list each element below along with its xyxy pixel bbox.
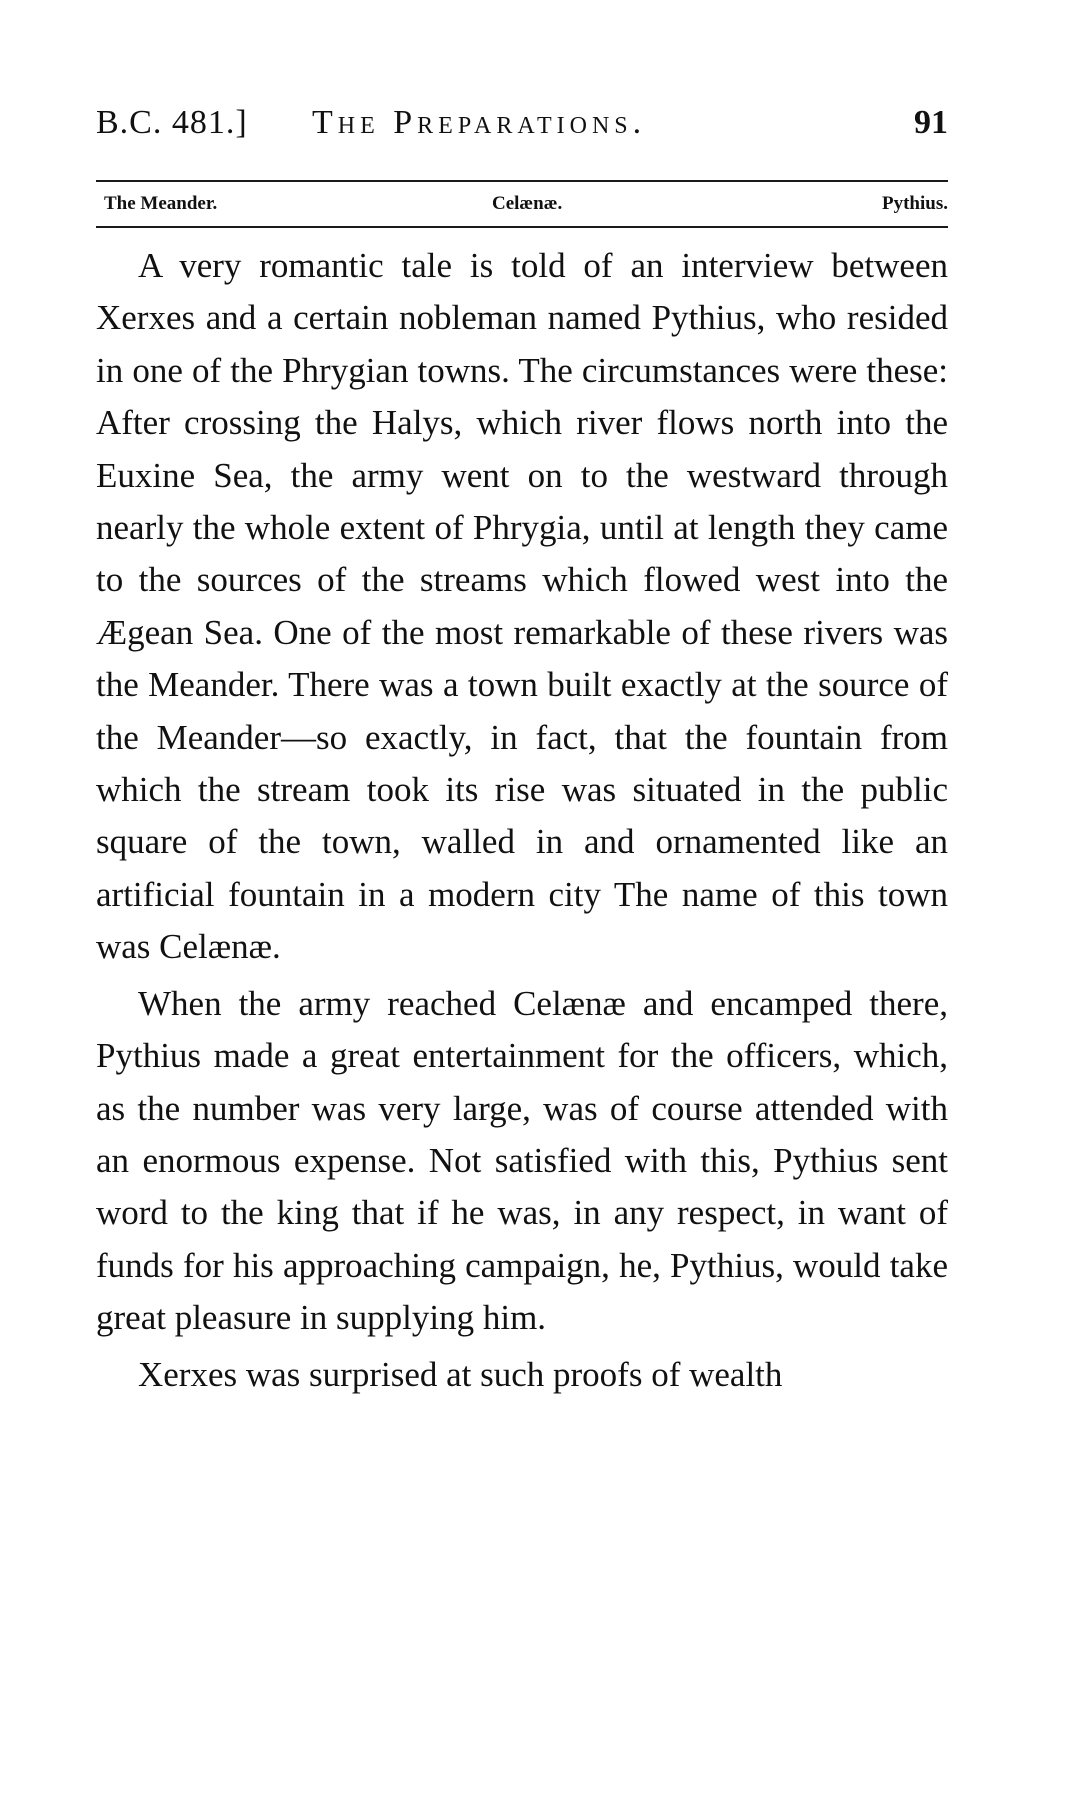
header-date: B.C. 481.]	[96, 104, 248, 141]
paragraph: A very romantic tale is told of an interview between Xerxes and a certain nobleman named Pythius, who resided in one of the Phrygian towns. The circumstances were these: After crossing the Halys, which river flows north into the Euxine Sea, the army went on to the westward through nearly the whole extent of Phrygia, until at length they came to the sources of the streams which flowed west into the Ægean Sea. One of the most remarkable of these rivers was the Meander. There was a town built exactly at the source of the Meander—so exactly, in fact, that the fountain from which the stream took its rise was situated in the public square of the town, walled in and ornamented like an artificial fountain in a modern city The name of this town was Celænæ.	[96, 246, 948, 967]
side-notes	[96, 193, 948, 223]
paragraph: When the army reached Celænæ and encamped there, Pythius made a great entertainment for the officers, which, as the number was very large, was of course attended with an enormous expense. Not satisfied with this, Pythius sent word to the king that if he was, in any respect, in want of funds for his approaching campaign, he, Pythius, would take great pleasure in supplying him.	[96, 983, 948, 1338]
paragraph: Xerxes was surprised at such proofs of wealth	[138, 1354, 783, 1394]
page-number: 91	[914, 104, 948, 141]
side-note-left: The Meander.	[104, 193, 218, 214]
side-note-right: Pythius.	[882, 193, 948, 214]
running-head	[96, 104, 948, 156]
header-title: The Preparations.	[312, 104, 647, 141]
side-note-center: Celænæ.	[492, 193, 563, 214]
header-rule-bottom	[96, 226, 948, 228]
body-text	[96, 240, 948, 1401]
header-rule-top	[96, 180, 948, 182]
